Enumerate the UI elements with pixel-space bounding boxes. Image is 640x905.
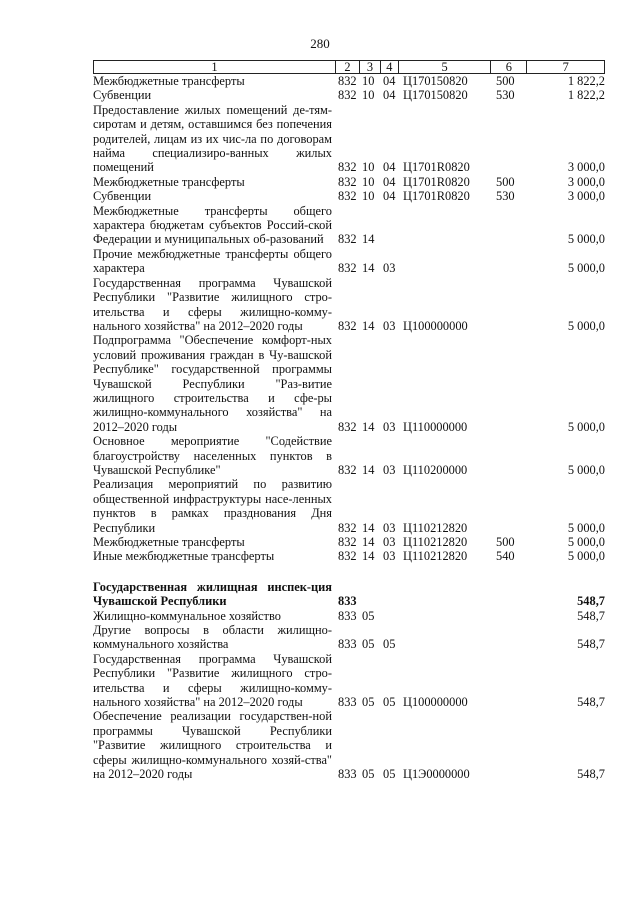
row-amount: 548,7 xyxy=(577,695,605,710)
header-col-7: 7 xyxy=(562,60,569,74)
row-ministry-code: 832 xyxy=(338,160,357,175)
table-row xyxy=(93,247,605,276)
header-col-3: 3 xyxy=(360,61,381,73)
row-section: 14 xyxy=(362,419,375,434)
row-section: 05 xyxy=(362,637,375,652)
row-subsection: 04 xyxy=(383,88,396,103)
table-row xyxy=(93,276,605,334)
row-amount: 5 000,0 xyxy=(567,520,605,535)
row-expense-type: 540 xyxy=(496,549,515,564)
row-amount: 5 000,0 xyxy=(567,419,605,434)
budget-table xyxy=(93,60,605,782)
row-ministry-code: 832 xyxy=(338,174,357,189)
row-name: Прочие межбюджетные трансферты общего характера xyxy=(93,246,332,276)
table-row xyxy=(93,204,605,247)
table-row xyxy=(93,549,605,563)
row-target-article: Ц100000000 xyxy=(403,318,468,333)
row-section: 14 xyxy=(362,261,375,276)
row-amount: 1 822,2 xyxy=(567,88,605,103)
row-ministry-code: 832 xyxy=(338,535,357,549)
row-target-article: Ц1701R0820 xyxy=(403,174,470,189)
row-amount: 5 000,0 xyxy=(567,261,605,276)
row-subsection: 03 xyxy=(383,318,396,333)
row-subsection: 04 xyxy=(383,160,396,175)
table-row xyxy=(93,609,605,623)
row-section: 10 xyxy=(362,189,375,204)
row-name: Основное мероприятие "Содействие благоустройству населенных пунктов в Чувашской Республике" xyxy=(93,434,332,477)
header-col-6: 6 xyxy=(491,61,527,73)
row-target-article: Ц170150820 xyxy=(403,74,468,88)
table-row xyxy=(93,709,605,781)
row-name: Предоставление жилых помещений де-тям-сиротам и детям, оставшимся без попечения родителей, лицам из их чис-ла по договорам найма специализиро-ванных жилых помещений xyxy=(93,102,332,175)
row-target-article: Ц110200000 xyxy=(403,462,468,477)
row-section: 05 xyxy=(362,767,375,782)
row-target-article: Ц110000000 xyxy=(403,419,468,434)
row-section: 14 xyxy=(362,232,375,247)
row-name: Субвенции xyxy=(93,189,152,204)
row-amount: 548,7 xyxy=(577,637,605,652)
row-expense-type: 500 xyxy=(496,74,515,88)
row-ministry-code: 832 xyxy=(338,74,357,88)
row-ministry-code: 833 xyxy=(338,695,357,710)
table-header xyxy=(93,60,605,74)
row-subsection: 05 xyxy=(383,637,396,652)
row-section: 14 xyxy=(362,535,375,549)
row-ministry-code: 832 xyxy=(338,232,357,247)
row-name: Обеспечение реализации государствен-ной программы Чувашской Республики "Развитие жилищного строительства и сферы жилищно-коммунального хозяй-ства" на 2012–2020 годы xyxy=(93,709,332,782)
row-amount: 5 000,0 xyxy=(567,535,605,549)
table-body xyxy=(93,74,605,782)
row-section: 10 xyxy=(362,88,375,103)
table-row xyxy=(93,477,605,535)
row-target-article: Ц110212820 xyxy=(403,520,468,535)
row-subsection: 03 xyxy=(383,261,396,276)
row-name: Жилищно-коммунальное хозяйство xyxy=(93,608,281,623)
table-row xyxy=(93,333,605,434)
row-target-article: Ц1701R0820 xyxy=(403,189,470,204)
table-row xyxy=(93,434,605,477)
row-ministry-code: 833 xyxy=(338,637,357,652)
row-section: 10 xyxy=(362,160,375,175)
row-ministry-code: 832 xyxy=(338,88,357,103)
row-expense-type: 500 xyxy=(496,174,515,189)
row-ministry-code: 832 xyxy=(338,419,357,434)
row-name: Государственная жилищная инспек-ция Чувашской Республики xyxy=(93,579,332,609)
row-amount: 548,7 xyxy=(577,608,605,623)
row-ministry-code: 832 xyxy=(338,520,357,535)
table-row xyxy=(93,74,605,88)
section-spacer xyxy=(93,564,605,580)
row-subsection: 04 xyxy=(383,174,396,189)
row-ministry-code: 832 xyxy=(338,189,357,204)
row-expense-type: 500 xyxy=(496,535,515,549)
table-row xyxy=(93,580,605,609)
row-subsection: 03 xyxy=(383,520,396,535)
row-target-article: Ц1701R0820 xyxy=(403,160,470,175)
header-col-1: 1 xyxy=(94,61,336,73)
row-amount: 1 822,2 xyxy=(567,74,605,88)
row-name: Государственная программа Чувашской Республики "Развитие жилищного стро-ительства и сферы жилищно-комму-нального хозяйства" на 2012–2020 годы xyxy=(93,651,332,710)
table-row xyxy=(93,103,605,175)
row-ministry-code: 833 xyxy=(338,767,357,782)
row-expense-type: 530 xyxy=(496,189,515,204)
table-row xyxy=(93,189,605,203)
row-section: 05 xyxy=(362,695,375,710)
row-name: Субвенции xyxy=(93,88,152,103)
row-name: Межбюджетные трансферты xyxy=(93,174,245,189)
row-section: 05 xyxy=(362,608,375,623)
row-amount: 5 000,0 xyxy=(567,232,605,247)
row-section: 10 xyxy=(362,74,375,88)
row-ministry-code: 832 xyxy=(338,318,357,333)
row-target-article: Ц100000000 xyxy=(403,695,468,710)
row-ministry-code: 833 xyxy=(338,594,357,609)
header-col-5: 5 xyxy=(399,61,492,73)
row-amount: 548,7 xyxy=(577,767,605,782)
row-name: Иные межбюджетные трансферты xyxy=(93,549,275,564)
row-amount: 548,7 xyxy=(577,594,605,609)
row-expense-type: 530 xyxy=(496,88,515,103)
table-row xyxy=(93,88,605,102)
header-col-4: 4 xyxy=(381,61,399,73)
row-name: Межбюджетные трансферты xyxy=(93,74,245,88)
row-subsection: 04 xyxy=(383,189,396,204)
row-section: 14 xyxy=(362,520,375,535)
row-name: Подпрограмма "Обеспечение комфорт-ных условий проживания граждан в Чу-вашской Республике" государственной программы Чувашской Республики "Раз-витие жилищного строительства и сфе-ры жилищно-коммунального хозяйства" на 2012–2020 годы xyxy=(93,333,332,434)
table-row xyxy=(93,623,605,652)
row-subsection: 03 xyxy=(383,462,396,477)
row-name: Межбюджетные трансферты общего характера бюджетам субъектов Россий-ской Федерации и муниципальных об-разований xyxy=(93,203,332,247)
row-subsection: 03 xyxy=(383,549,396,564)
row-amount: 3 000,0 xyxy=(567,189,605,204)
row-subsection: 03 xyxy=(383,535,396,549)
row-target-article: Ц170150820 xyxy=(403,88,468,103)
row-amount: 5 000,0 xyxy=(567,318,605,333)
row-section: 14 xyxy=(362,318,375,333)
row-amount: 3 000,0 xyxy=(567,160,605,175)
row-ministry-code: 832 xyxy=(338,462,357,477)
table-row xyxy=(93,535,605,549)
row-subsection: 03 xyxy=(383,419,396,434)
row-subsection: 05 xyxy=(383,695,396,710)
row-target-article: Ц110212820 xyxy=(403,549,468,564)
row-ministry-code: 832 xyxy=(338,261,357,276)
row-amount: 5 000,0 xyxy=(567,549,605,564)
page-number: 280 xyxy=(310,36,330,51)
row-amount: 3 000,0 xyxy=(567,174,605,189)
row-name: Государственная программа Чувашской Республики "Развитие жилищного стро-ительства и сферы жилищно-комму-нального хозяйства" на 2012–2020 годы xyxy=(93,275,332,333)
row-subsection: 05 xyxy=(383,767,396,782)
table-row xyxy=(93,652,605,710)
row-target-article: Ц110212820 xyxy=(403,535,468,549)
header-col-2: 2 xyxy=(336,61,360,73)
row-name: Реализация мероприятий по развитию общественной инфраструктуры насе-ленных пунктов в рамках празднования Дня Республики xyxy=(93,477,332,535)
row-subsection: 04 xyxy=(383,74,396,88)
row-section: 14 xyxy=(362,549,375,564)
row-section: 10 xyxy=(362,174,375,189)
row-target-article: Ц1Э0000000 xyxy=(403,767,470,782)
row-section: 14 xyxy=(362,462,375,477)
row-amount: 5 000,0 xyxy=(567,462,605,477)
row-ministry-code: 832 xyxy=(338,549,357,564)
row-ministry-code: 833 xyxy=(338,608,357,623)
row-name: Другие вопросы в области жилищно-коммунального хозяйства xyxy=(93,623,332,652)
table-row xyxy=(93,175,605,189)
row-name: Межбюджетные трансферты xyxy=(93,535,245,549)
